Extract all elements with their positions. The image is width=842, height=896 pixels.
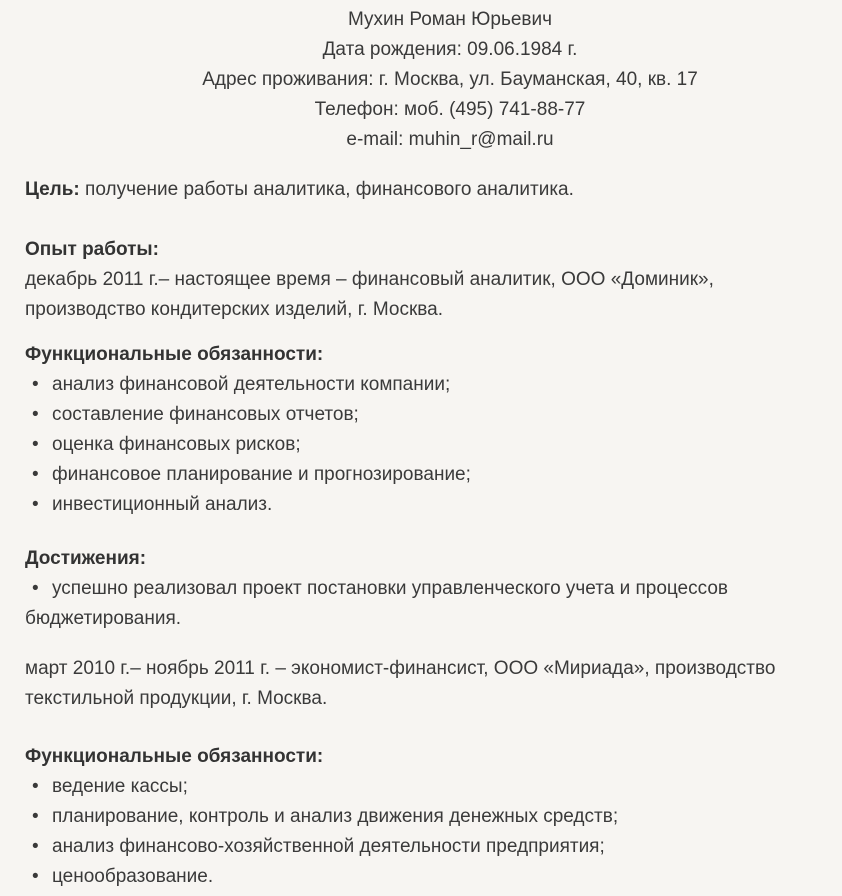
duties-section-2 [25, 742, 842, 892]
address: Адрес проживания: г. Москва, ул. Бауманская, 40, кв. 17 [202, 69, 698, 90]
achievements-heading: Достижения: [25, 548, 147, 569]
objective-paragraph [25, 175, 842, 205]
list-item [25, 490, 842, 520]
bullet-icon: • [32, 578, 39, 599]
bullet-icon: • [32, 434, 39, 455]
duty-text: финансовое планирование и прогнозирование; [52, 464, 471, 485]
duties2-heading: Функциональные обязанности: [25, 746, 324, 767]
list-item [25, 772, 842, 802]
contact-header [58, 5, 842, 155]
duty-text: анализ финансовой деятельности компании; [52, 374, 451, 395]
duty-text: оценка финансовых рисков; [52, 434, 301, 455]
objective-text: получение работы аналитика, финансового аналитика. [85, 179, 574, 200]
bullet-icon: • [32, 776, 39, 797]
duty-text: планирование, контроль и анализ движения денежных средств; [52, 806, 619, 827]
duty-text: ведение кассы; [52, 776, 188, 797]
email: e-mail: muhin_r@mail.ru [346, 129, 554, 150]
bullet-icon: • [32, 836, 39, 857]
duties-section-1 [25, 340, 842, 520]
list-item [25, 862, 842, 892]
duty-text: инвестиционный анализ. [52, 494, 273, 515]
list-item [25, 574, 842, 604]
bullet-icon: • [32, 866, 39, 887]
experience-section [25, 235, 842, 325]
job2-line-2: текстильной продукции, г. Москва. [25, 688, 328, 709]
achievements-section [25, 544, 842, 634]
bullet-icon: • [32, 494, 39, 515]
job1-line-2: производство кондитерских изделий, г. Москва. [25, 299, 444, 320]
list-item [25, 400, 842, 430]
list-item [25, 430, 842, 460]
birth-date: Дата рождения: 09.06.1984 г. [322, 39, 578, 60]
job1-line-1: декабрь 2011 г.– настоящее время – финансовый аналитик, ООО «Доминик», [25, 269, 714, 290]
experience-heading: Опыт работы: [25, 239, 159, 260]
achievement-text-line-1: успешно реализовал проект постановки управленческого учета и процессов [52, 578, 729, 599]
bullet-icon: • [32, 404, 39, 425]
full-name: Мухин Роман Юрьевич [347, 9, 553, 30]
duty-text: анализ финансово-хозяйственной деятельности предприятия; [52, 836, 605, 857]
duty-text: составление финансовых отчетов; [52, 404, 359, 425]
job2-section [25, 654, 842, 714]
duty-text: ценообразование. [52, 866, 214, 887]
bullet-icon: • [32, 806, 39, 827]
list-item [25, 802, 842, 832]
achievement-text-line-2: бюджетирования. [25, 608, 182, 629]
bullet-icon: • [32, 464, 39, 485]
list-item [25, 460, 842, 490]
list-item [25, 370, 842, 400]
objective-label: Цель: [25, 179, 80, 200]
job2-line-1: март 2010 г.– ноябрь 2011 г. – экономист-финансист, ООО «Мириада», производство [25, 658, 776, 679]
phone: Телефон: моб. (495) 741-88-77 [314, 99, 586, 120]
duties1-heading: Функциональные обязанности: [25, 344, 324, 365]
list-item [25, 832, 842, 862]
bullet-icon: • [32, 374, 39, 395]
